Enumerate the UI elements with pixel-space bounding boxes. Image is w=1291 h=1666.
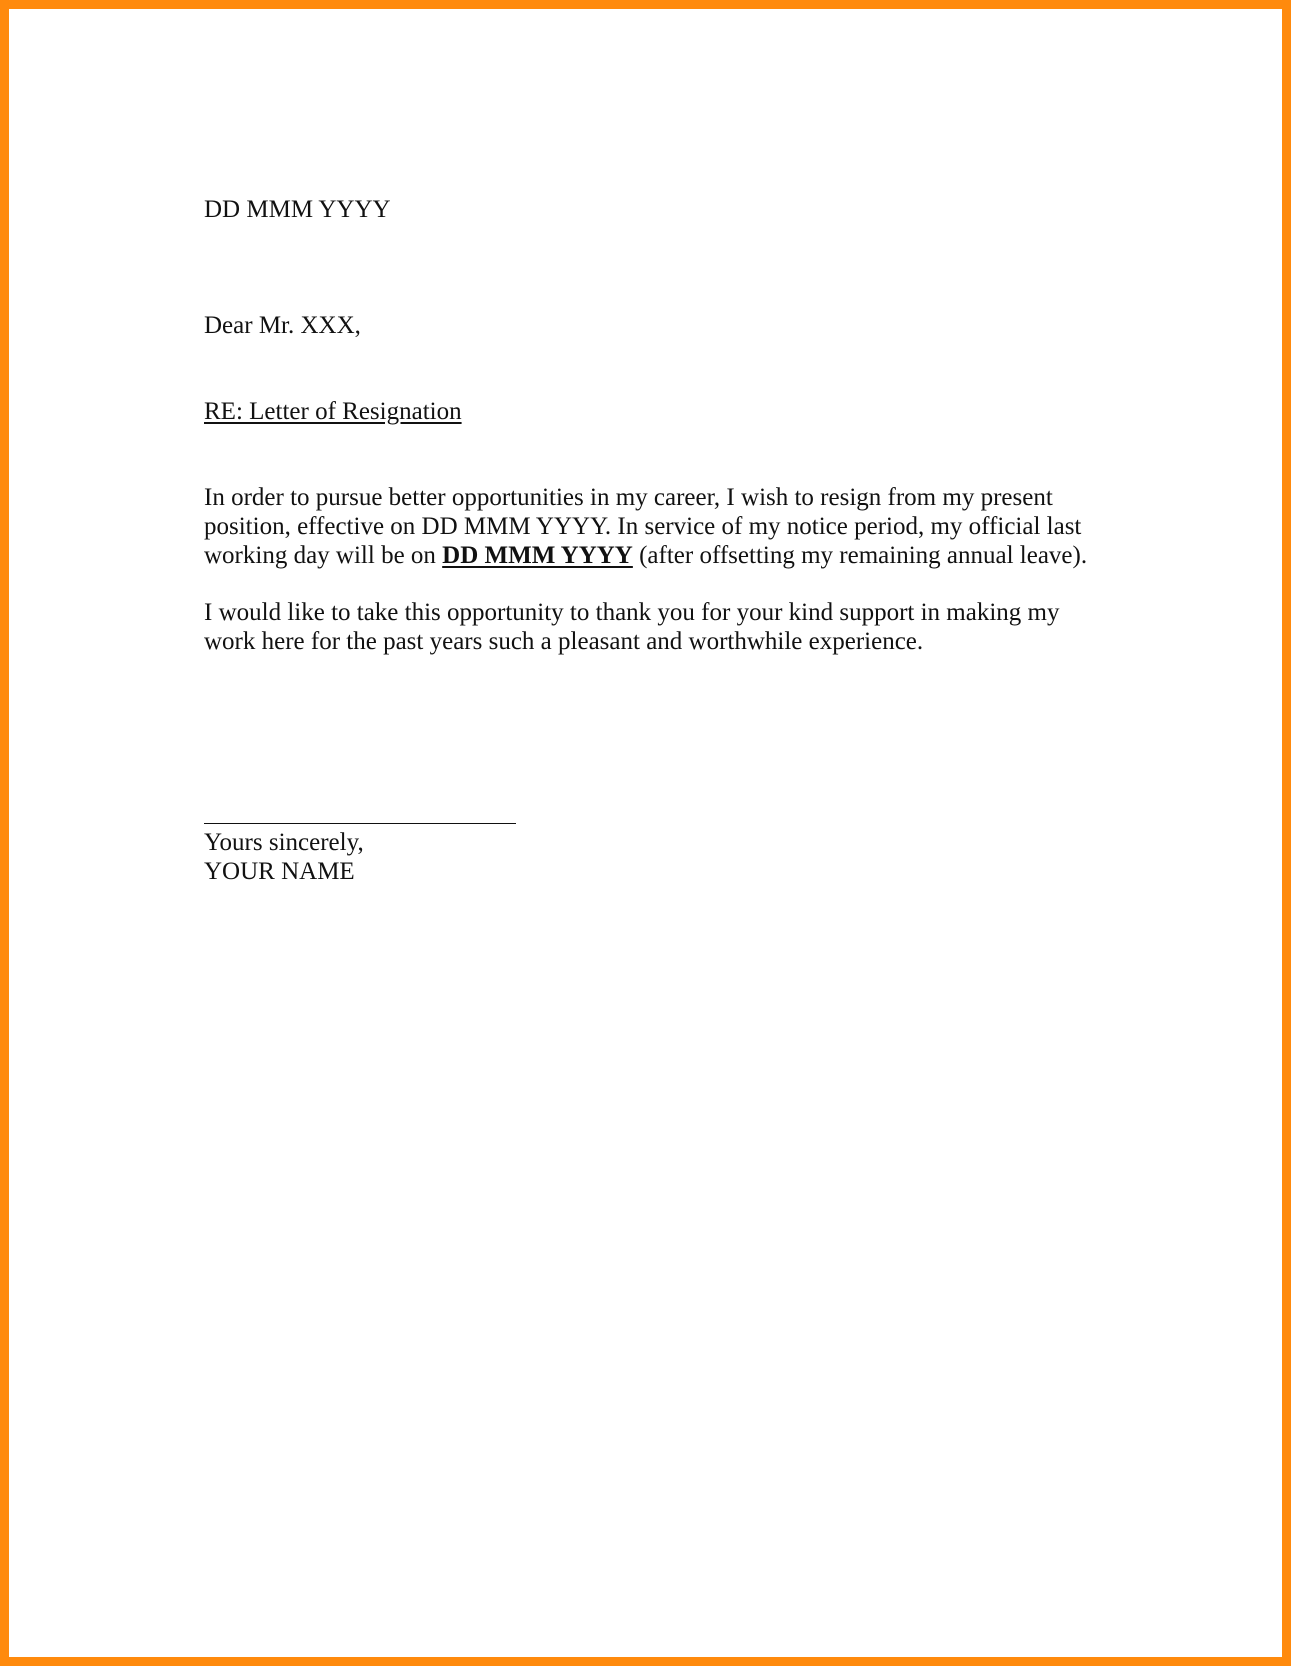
paragraph-line: I would like to take this opportunity to thank you for your kind support in making my [204, 599, 1060, 626]
paragraph-line: position, effective on DD MMM YYYY. In service of my notice period, my official last [204, 513, 1082, 540]
subject-line: RE: Letter of Resignation [204, 398, 462, 425]
signature-name: YOUR NAME [204, 858, 355, 885]
paragraph-text: working day will be on [204, 542, 443, 569]
last-working-day: DD MMM YYYY [442, 542, 633, 569]
paragraph-line: In order to pursue better opportunities in my career, I wish to resign from my present [204, 484, 1053, 511]
paragraph-resignation [204, 483, 1104, 570]
paragraph-line [204, 541, 1104, 570]
paragraph-thanks [204, 598, 1104, 656]
closing: Yours sincerely, [204, 829, 364, 856]
paragraph-line: work here for the past years such a pleasant and worthwhile experience. [204, 628, 924, 655]
letter-date: DD MMM YYYY [204, 196, 391, 223]
signature-line [204, 823, 516, 824]
salutation: Dear Mr. XXX, [204, 312, 361, 339]
paragraph-text: (after offsetting my remaining annual leave). [632, 542, 1088, 569]
